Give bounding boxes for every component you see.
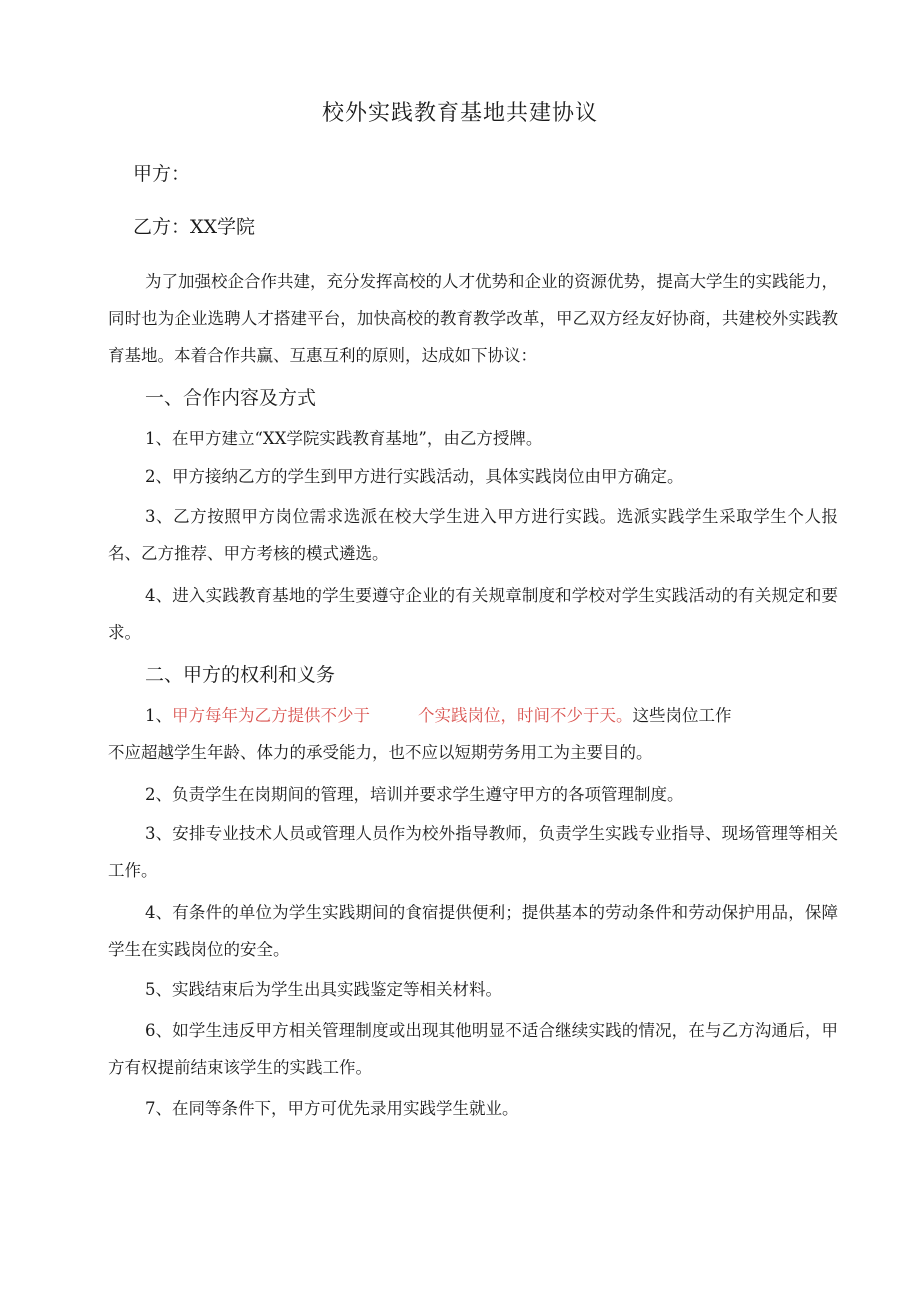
section2-item-1-rest-line2: 不应超越学生年龄、体力的承受能力，也不应以短期劳务用工为主要目的。 xyxy=(108,743,653,762)
section1-item-3-text: 3、乙方按照甲方岗位需求选派在校大学生进入甲方进行实践。选派实践学生采取学生个人报名、乙方推荐、甲方考核的模式遴选。 xyxy=(108,507,838,563)
intro-paragraph xyxy=(108,263,838,374)
section2-item-1-red-part2: 个实践岗位，时间不少于天。 xyxy=(418,706,633,725)
section2-item-1-number: 1、 xyxy=(145,706,172,725)
section2-item-4-text: 4、有条件的单位为学生实践期间的食宿提供便利；提供基本的劳动条件和劳动保护用品，保障学生在实践岗位的安全。 xyxy=(108,903,838,959)
section2-item-3-text: 3、安排专业技术人员或管理人员作为校外指导教师，负责学生实践专业指导、现场管理等相关工作。 xyxy=(108,824,838,880)
section2-item-6-text: 6、如学生违反甲方相关管理制度或出现其他明显不适合继续实践的情况，在与乙方沟通后，甲方有权提前结束该学生的实践工作。 xyxy=(108,1021,838,1077)
section2-item-3 xyxy=(108,815,838,889)
section1-item-1-text: 1、在甲方建立“XX学院实践教育基地”，由乙方授牌。 xyxy=(145,429,543,448)
section2-item-1 xyxy=(108,697,838,771)
section2-heading: 二、甲方的权利和义务 xyxy=(145,664,336,686)
party-b-line: 乙方：XX学院 xyxy=(133,216,256,238)
section2-item-7 xyxy=(108,1090,838,1127)
document-title: 校外实践教育基地共建协议 xyxy=(321,101,598,126)
party-a-line: 甲方： xyxy=(133,163,191,185)
section1-heading: 一、合作内容及方式 xyxy=(145,387,317,409)
intro-text: 为了加强校企合作共建，充分发挥高校的人才优势和企业的资源优势，提高大学生的实践能力，同时也为企业选聘人才搭建平台，加快高校的教育教学改革，甲乙双方经友好协商，共建校外实践教育基地。本着合作共赢、互惠互利的原则，达成如下协议： xyxy=(108,272,838,365)
section2-item-5-text: 5、实践结束后为学生出具实践鉴定等相关材料。 xyxy=(145,980,502,999)
section1-item-1 xyxy=(108,420,838,457)
section1-item-4 xyxy=(108,577,838,651)
section2-item-2 xyxy=(108,776,838,813)
section2-item-1-red-part1: 甲方每年为乙方提供不少于 xyxy=(172,706,370,725)
section2-item-7-text: 7、在同等条件下，甲方可优先录用实践学生就业。 xyxy=(145,1099,519,1118)
section2-item-6 xyxy=(108,1012,838,1086)
section2-item-2-text: 2、负责学生在岗期间的管理，培训并要求学生遵守甲方的各项管理制度。 xyxy=(145,785,684,804)
section1-item-2 xyxy=(108,458,838,495)
section2-item-1-rest-line1: 这些岗位工作 xyxy=(632,706,732,725)
section2-item-5 xyxy=(108,971,838,1008)
section1-item-4-text: 4、进入实践教育基地的学生要遵守企业的有关规章制度和学校对学生实践活动的有关规定和要求。 xyxy=(108,586,838,642)
section1-item-3 xyxy=(108,498,838,572)
section1-item-2-text: 2、甲方接纳乙方的学生到甲方进行实践活动，具体实践岗位由甲方确定。 xyxy=(145,467,684,486)
section2-item-4 xyxy=(108,894,838,968)
